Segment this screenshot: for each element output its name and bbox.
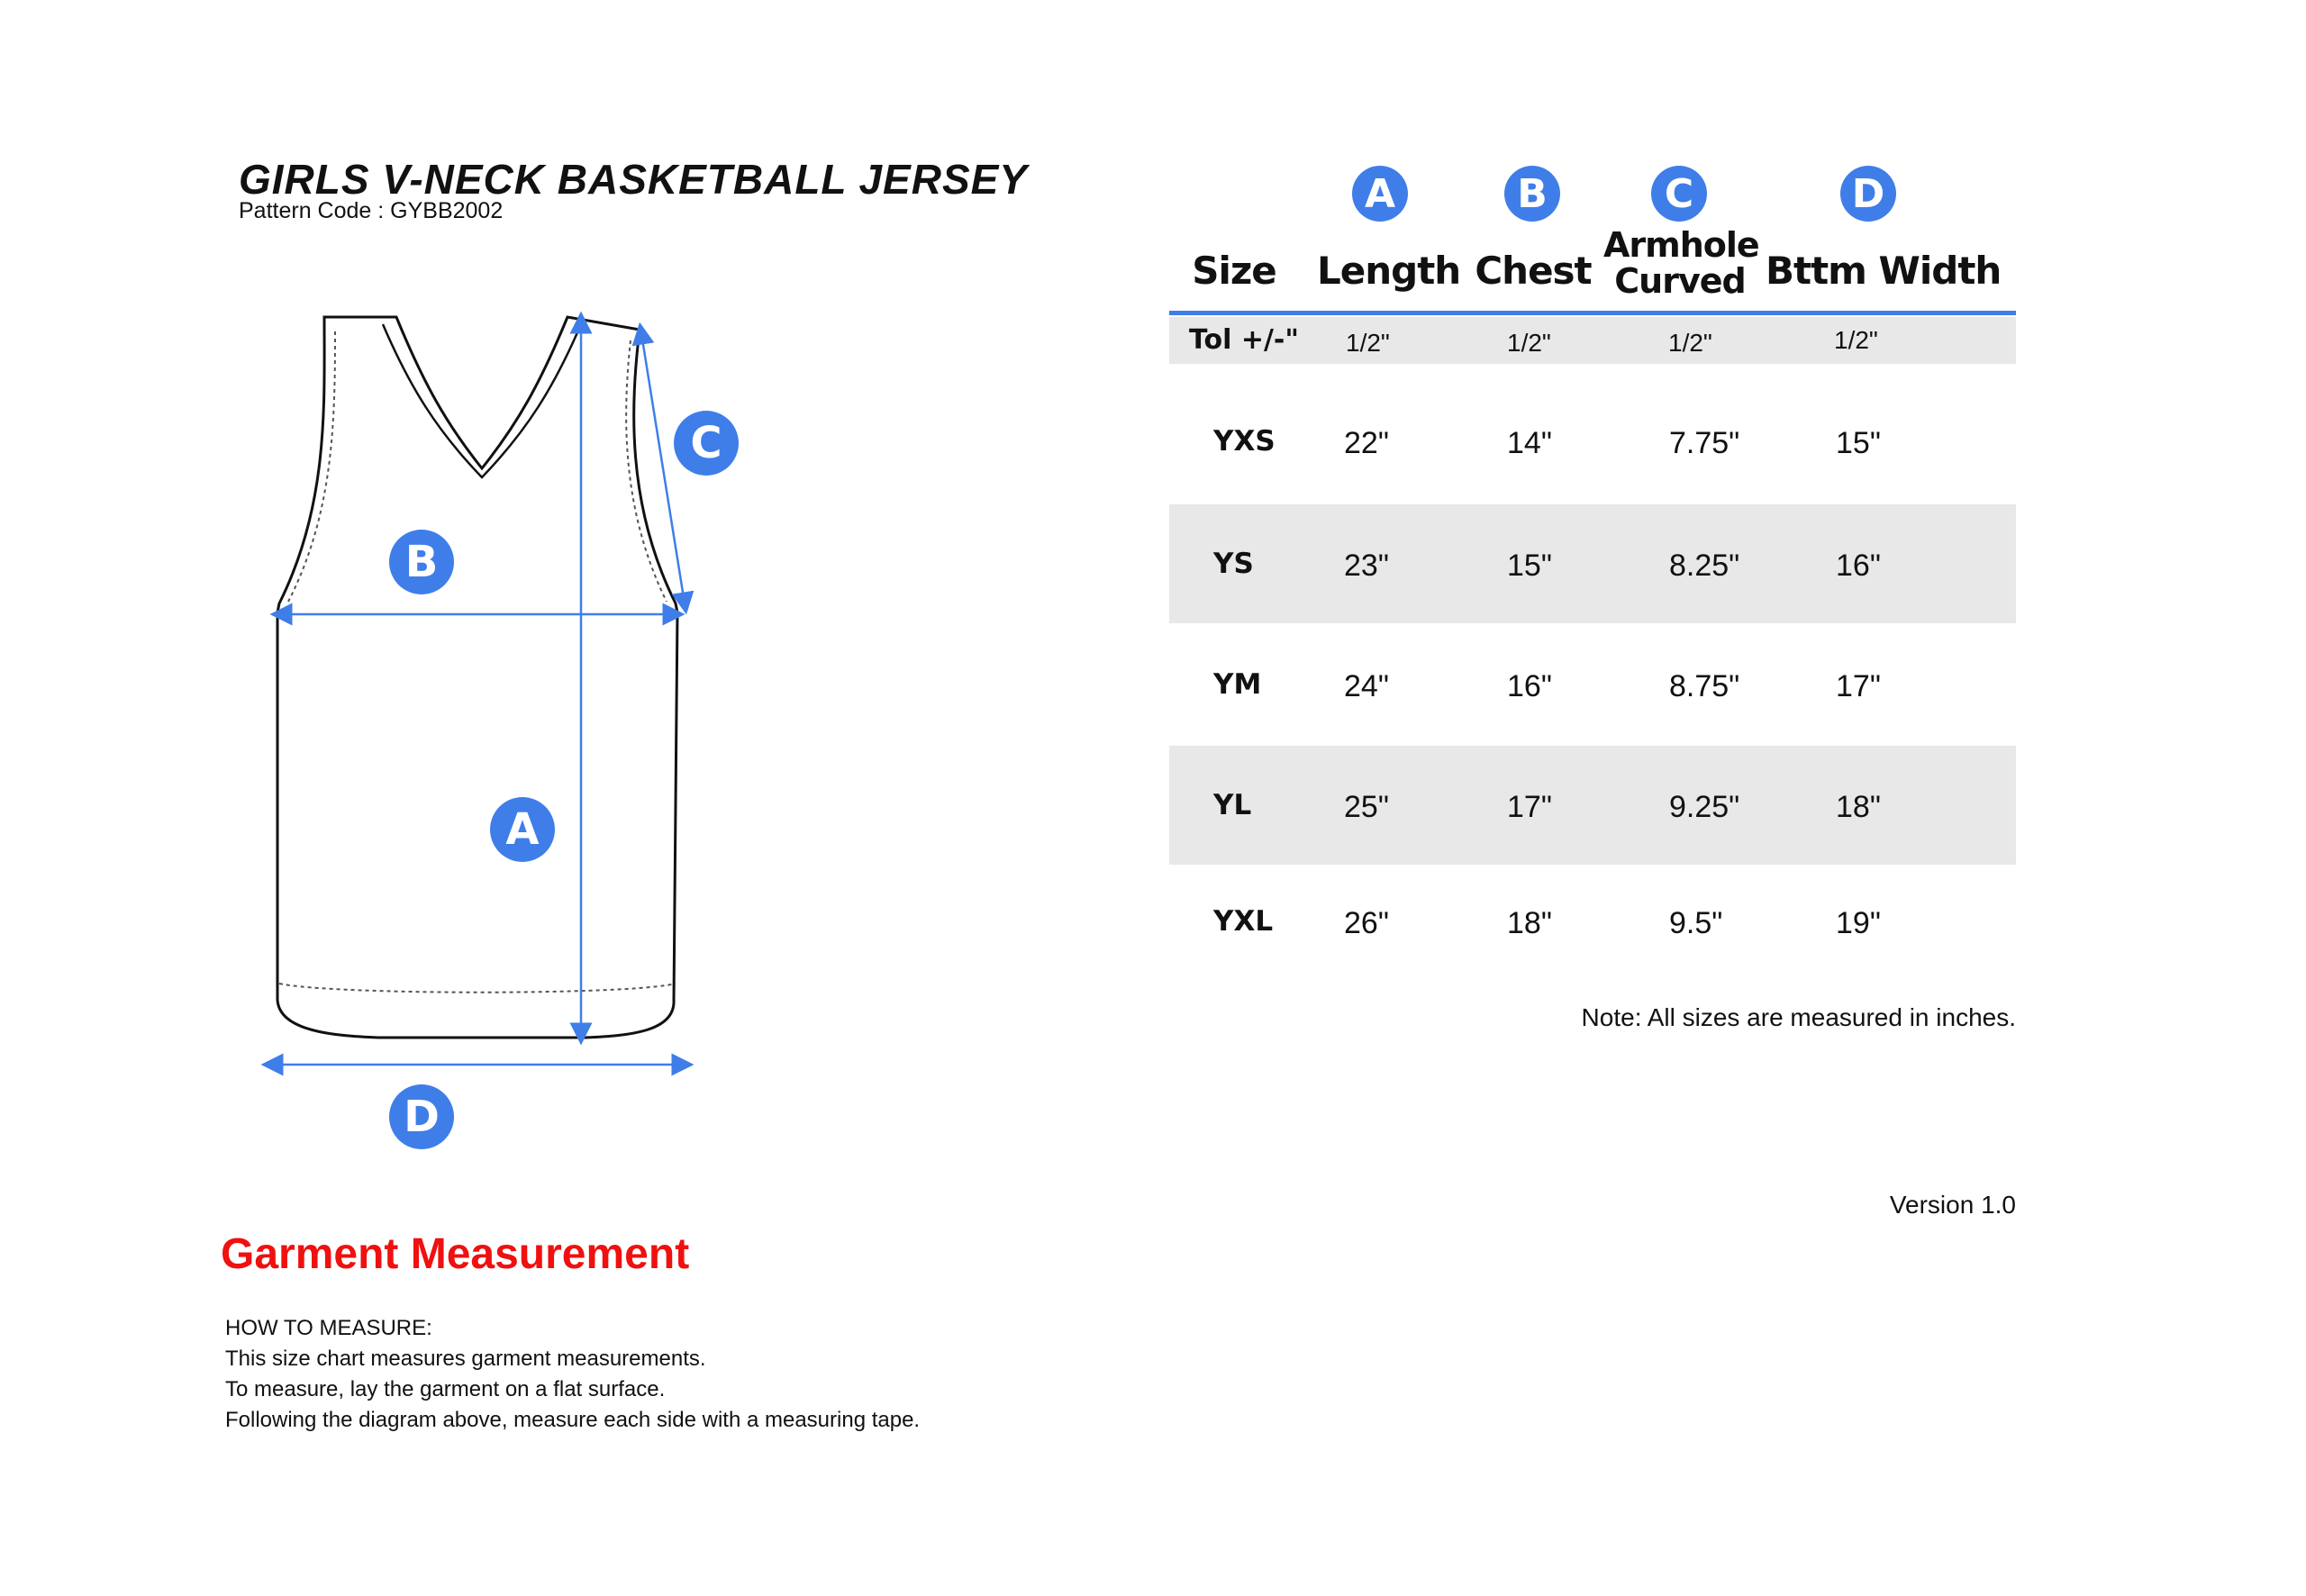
value-cell: 18" bbox=[1507, 906, 1552, 940]
value-cell: 16" bbox=[1836, 549, 1881, 583]
value-cell: 19" bbox=[1836, 906, 1881, 940]
how-to-measure bbox=[225, 1313, 920, 1436]
size-cell: YL bbox=[1213, 789, 1252, 821]
armhole-marker-c: C bbox=[674, 411, 739, 476]
tolerance-value: 1/2" bbox=[1346, 329, 1390, 357]
value-cell: 22" bbox=[1344, 426, 1389, 460]
version-label: Version 1.0 bbox=[1889, 1191, 2016, 1219]
tolerance-value: 1/2" bbox=[1834, 326, 1878, 354]
value-cell: 14" bbox=[1507, 426, 1552, 460]
size-cell: YXL bbox=[1213, 905, 1274, 938]
value-cell: 25" bbox=[1344, 790, 1389, 824]
size-cell: YS bbox=[1213, 548, 1254, 580]
tolerance-value: 1/2" bbox=[1507, 329, 1551, 357]
size-cell: YM bbox=[1213, 668, 1262, 701]
tolerance-value: 1/2" bbox=[1668, 329, 1712, 357]
header-divider bbox=[1169, 311, 2016, 315]
value-cell: 7.75" bbox=[1669, 426, 1740, 460]
row-band bbox=[1169, 504, 2016, 623]
how-to-heading: HOW TO MEASURE: bbox=[225, 1316, 432, 1340]
column-marker-b: B bbox=[1504, 166, 1560, 222]
value-cell: 9.5" bbox=[1669, 906, 1723, 940]
chest-marker-b: B bbox=[389, 530, 454, 594]
value-cell: 15" bbox=[1836, 426, 1881, 460]
column-marker-a: A bbox=[1352, 166, 1408, 222]
column-header-chest: Chest bbox=[1475, 249, 1592, 293]
units-note: Note: All sizes are measured in inches. bbox=[1581, 1003, 2016, 1031]
row-band bbox=[1169, 746, 2016, 865]
value-cell: 23" bbox=[1344, 549, 1389, 583]
armhole-line: Armhole bbox=[1603, 225, 1759, 265]
tolerance-label: Tol +/-" bbox=[1189, 324, 1299, 356]
value-cell: 26" bbox=[1344, 906, 1389, 940]
value-cell: 24" bbox=[1344, 669, 1389, 703]
column-header-bttm-width: Bttm Width bbox=[1766, 249, 2002, 293]
column-header-armhole bbox=[1603, 227, 1757, 299]
size-cell: YXS bbox=[1213, 425, 1276, 458]
jersey-outline bbox=[252, 297, 739, 1162]
page-title: GIRLS V-NECK BASKETBALL JERSEY bbox=[239, 156, 1028, 203]
value-cell: 18" bbox=[1836, 790, 1881, 824]
value-cell: 8.75" bbox=[1669, 669, 1740, 703]
value-cell: 9.25" bbox=[1669, 790, 1740, 824]
how-to-line: This size chart measures garment measurements. bbox=[225, 1347, 706, 1371]
jersey-diagram bbox=[252, 297, 739, 1162]
value-cell: 16" bbox=[1507, 669, 1552, 703]
value-cell: 17" bbox=[1836, 669, 1881, 703]
column-marker-d: D bbox=[1840, 166, 1896, 222]
value-cell: 17" bbox=[1507, 790, 1552, 824]
armhole-line: Curved bbox=[1614, 261, 1746, 301]
column-marker-c: C bbox=[1651, 166, 1707, 222]
garment-measurement-title: Garment Measurement bbox=[221, 1230, 690, 1278]
column-header-size: Size bbox=[1192, 249, 1276, 293]
how-to-line: To measure, lay the garment on a flat surface. bbox=[225, 1377, 666, 1401]
length-marker-a: A bbox=[490, 797, 555, 862]
pattern-code: Pattern Code : GYBB2002 bbox=[239, 198, 504, 223]
value-cell: 8.25" bbox=[1669, 549, 1740, 583]
value-cell: 15" bbox=[1507, 549, 1552, 583]
width-marker-d: D bbox=[389, 1084, 454, 1149]
how-to-line: Following the diagram above, measure each side with a measuring tape. bbox=[225, 1408, 921, 1432]
column-header-length: Length bbox=[1317, 249, 1461, 293]
